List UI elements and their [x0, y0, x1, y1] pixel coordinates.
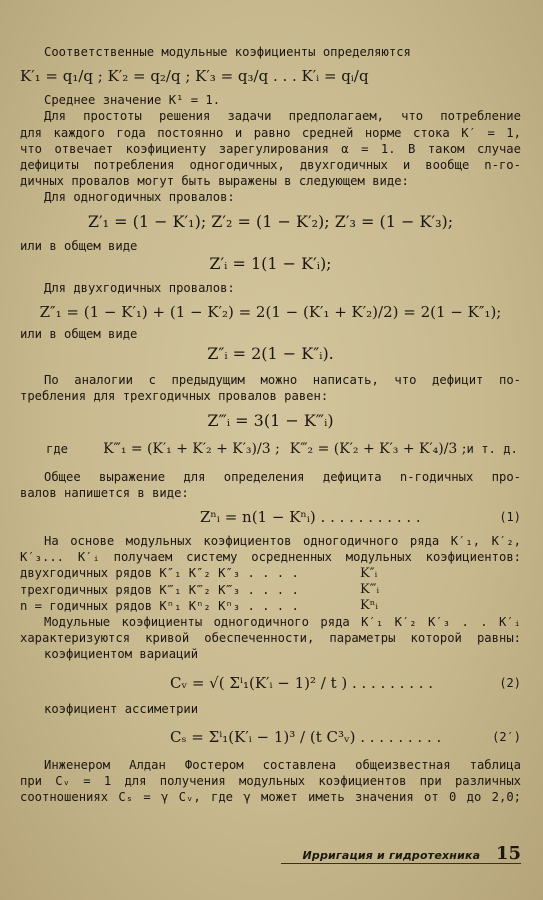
formula-cv: Cᵥ = √( Σⁱ₁(K′ᵢ − 1)² / t ) . . . . . . . . .: [170, 673, 434, 692]
formula-cv-row: [20, 673, 521, 693]
text-line: По аналогии с предыдущим можно написать, что дефицит по-: [44, 373, 521, 388]
text-line: дичных провалов могут быть выражены в следующем виде:: [20, 174, 409, 189]
text-line: коэфициентом вариаций: [44, 647, 199, 662]
text-line: при Cᵥ = 1 для получения модульных коэфициентов при различных: [20, 774, 521, 789]
text-line: валов напишется в виде:: [20, 485, 189, 500]
k-double: K″ᵢ: [360, 565, 378, 581]
text-line: Среднее значение K¹ = 1.: [44, 93, 221, 108]
avg-row-n: [20, 598, 521, 614]
text-line: трехгодичных рядов K‴₁ K‴₂ K‴₃ . . . .: [20, 582, 299, 597]
text-line: Для простоты решения задачи предполагаем, что потребление: [44, 109, 521, 124]
footer-rule: [281, 863, 521, 864]
formula-k-definition: K′₁ = q₁/q ; K′₂ = q₂/q ; K′₃ = q₃/q . . . K′ᵢ = qᵢ/q: [20, 67, 369, 86]
text-line: K′₃... K′ᵢ получаем систему осредненных модульных коэфициентов:: [20, 550, 521, 565]
text-line: двухгодичных рядов K″₁ K″₂ K″₃ . . . .: [20, 566, 299, 581]
formula-k3-2: K‴₂ = (K′₂ + K′₃ + K′₄)/3 ;: [289, 440, 467, 457]
formula-z-two: Z″₁ = (1 − K′₁) + (1 − K′₂) = 2(1 − (K′₁ + K′₂)/2) = 2(1 − K″₁);: [39, 303, 502, 322]
text-line: коэфициент ассиметрии: [44, 701, 199, 716]
avg-row-3: [20, 582, 521, 598]
formula-cs: Cₛ = Σⁱ₁(K′ᵢ − 1)³ / (t C³ᵥ) . . . . . . . . .: [170, 727, 442, 746]
formula-z-one: Z′₁ = (1 − K′₁); Z′₂ = (1 − K′₂); Z′₃ = (1 − K′₃);: [87, 211, 454, 231]
text-line: Общее выражение для определения дефицита n-годичных про-: [44, 469, 521, 484]
text-line: или в общем виде: [20, 238, 138, 253]
text-line: для каждого года постоянно и равно средней норме стока K′ = 1,: [20, 125, 521, 140]
formula-z-two-general: Z″ᵢ = 2(1 − K″ᵢ).: [207, 344, 334, 364]
text-line: Модульные коэфициенты одногодичного ряда K′₁ K′₂ K′₃ . . K′ᵢ: [44, 615, 521, 630]
page-footer: [0, 843, 521, 864]
formula-z-three: Z‴ᵢ = 3(1 − K‴ᵢ): [207, 410, 334, 430]
text-line: Для двухгодичных провалов:: [44, 280, 235, 295]
formula-zn: Zⁿᵢ = n(1 − Kⁿᵢ) . . . . . . . . . . .: [200, 508, 421, 527]
text-line: Соответственные модульные коэфициенты определяются: [44, 45, 411, 59]
equation-number-2: (2): [499, 675, 521, 690]
equation-number-2b: (2′): [492, 729, 521, 744]
text-line: требления для трехгодичных провалов равен:: [20, 389, 329, 404]
k-triple: K‴ᵢ: [360, 581, 380, 597]
text-line: соотношениях Cₛ = γ Cᵥ, где γ может иметь значения от 0 до 2,0;: [20, 790, 521, 805]
text-line: дефициты потребления одногодичных, двухгодичных и вообще n-го-: [20, 158, 521, 173]
text-line: На основе модульных коэфициентов одногодичного ряда K′₁, K′₂,: [44, 534, 521, 549]
text-line: n = годичных рядов Kⁿ₁ Kⁿ₂ Kⁿ₃ . . . .: [20, 598, 299, 613]
page-number: 15: [495, 843, 521, 864]
journal-title: Ирригация и гидротехника: [302, 849, 481, 862]
text-line: характеризуются кривой обеспеченности, параметры которой равны:: [20, 631, 521, 646]
text-line: что отвечает коэфициенту зарегулирования α = 1. В таком случае: [20, 141, 521, 156]
formula-z-one-general: Z′ᵢ = 1(1 − K′ᵢ);: [209, 253, 332, 273]
text-line: Инженером Алдан Фостером составлена общеизвестная таблица: [44, 757, 521, 772]
formula-k3-1: K‴₁ = (K′₁ + K′₂ + K′₃)/3 ;: [103, 440, 280, 457]
equation-number-1: (1): [499, 510, 521, 525]
label-etc: и т. д.: [466, 441, 518, 456]
formula-zn-row: [20, 507, 521, 527]
avg-row-2: [20, 565, 521, 581]
text-line: Для одногодичных провалов:: [44, 190, 235, 205]
formula-cs-row: [20, 727, 521, 747]
text-line: или в общем виде: [20, 327, 138, 342]
k-n: Kⁿᵢ: [360, 597, 378, 613]
label-where: где: [46, 441, 69, 456]
formula-k3-row: [20, 439, 521, 459]
